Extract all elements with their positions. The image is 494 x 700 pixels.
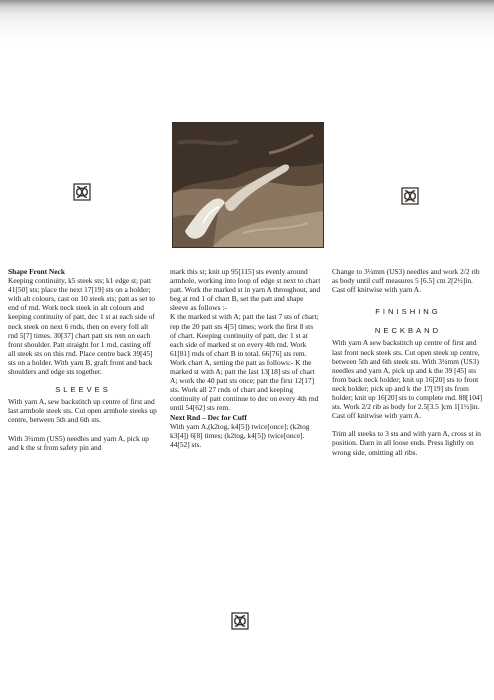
celtic-knot-icon bbox=[401, 187, 419, 205]
celtic-knot-icon bbox=[231, 612, 249, 630]
sleeve-setup-text: mark this st; knit up 95[115] sts evenly around armhole, working into loop of edge st next to chart patt. Work the marked st in yarn A throughout, and beg at rnd 1 of chart B, set the patt and shape sleeve as follows :- bbox=[170, 267, 321, 313]
sleeves-pickup-text: With 3¼mm (US5) needles and yarn A, pick up and k the st from safety pin and bbox=[8, 433, 149, 452]
celtic-knot-icon bbox=[73, 183, 91, 201]
scan-shadow-band bbox=[0, 0, 494, 92]
dec-for-cuff-text: With yarn A,(k2tog, k4[5]) twice[once]; (k2tog k3[4]) 6[8] times; (k2tog, k4[5]) twice[once]. 44[52] sts. bbox=[170, 421, 310, 449]
waterfall-photo bbox=[172, 122, 324, 248]
text-column-left bbox=[8, 267, 158, 452]
shape-front-neck-text: Keeping continuity, k5 steek sts; k1 edge st; patt 41[50] sts; place the next 17[19] sts on a holder; with alt colours, cast on 10 steek sts; patt as set to end of rnd. Work neck steek in alt colours and keeping continuity of patt, dec 1 st at each side of neck steek on next 6 rnds, then on every foll alt rnd 5[7] times. 30[37] chart patt sts rem on each front shoulder. Patt straight for 1 rnd, casting off all steek sts on this rnd. Place centre back 39[45] sts on a holder. With yarn B, graft front and back shoulders and edge sts together. bbox=[8, 276, 155, 377]
waterfall-photo-image bbox=[173, 123, 323, 247]
sleeve-shaping-text: K the marked st with A; patt the last 7 sts of chart; rep the 20 patt sts 4[5] times; work the first 8 sts of chart. Keeping continuity of patt, dec 1 st at each side of marked st on every 4th rnd. Work 61[81] rnds of chart B in total. 66[76] sts rem. Work chart A, setting the patt as follows:- K the marked st with A; patt the last 13[18] sts of chart A; work the 40 patt sts once; patt the first 12[17] sts. Work all 27 rnds of chart and keeping continuity of patt continue to dec on every 4th rnd until 54[62] sts rem. bbox=[170, 312, 319, 413]
finishing-heading: FINISHING bbox=[375, 307, 441, 317]
neckband-heading: NECKBAND bbox=[374, 326, 442, 336]
neckband-text: With yarn A sew backstitch up centre of first and last front neck steek sts. Cut open steek up centre, between 5th and 6th steek sts. With 3¼mm (US3) needles and yarn A, pick up and k the 39 [45] sts from back neck holder; knit up 16[20] sts to front neck holder; pick up and k the 17[19] sts from holder; knit up 16[20] sts to complete rnd. 88[104] sts. Work 2/2 rib as body for 2.5[3.5 ]cm 1[1½]in. Cast off knitwise with yarn A. bbox=[332, 338, 483, 421]
sleeves-heading: SLEEVES bbox=[55, 385, 111, 395]
dec-for-cuff-heading: Next Rnd – Dec for Cuff bbox=[170, 412, 247, 422]
sleeves-steek-text: With yarn A, sew backstitch up centre of first and last armhole steek sts. Cut open armhole steeks up centre, between 5th and 6th sts. bbox=[8, 397, 157, 425]
cuff-rib-text: Change to 3¼mm (US3) needles and work 2/2 rib as body until cuff measures 5 [6.5] cm 2[2½]in. Cast off knitwise with yarn A. bbox=[332, 267, 480, 295]
text-column-right bbox=[332, 267, 484, 457]
text-column-middle bbox=[170, 267, 321, 449]
shape-front-neck-heading: Shape Front Neck bbox=[8, 267, 65, 276]
finishing-trim-text: Trim all steeks to 3 sts and with yarn A, cross st in position. Darn in all loose ends. Press lightly on wrong side, omitting all ribs. bbox=[332, 429, 481, 457]
